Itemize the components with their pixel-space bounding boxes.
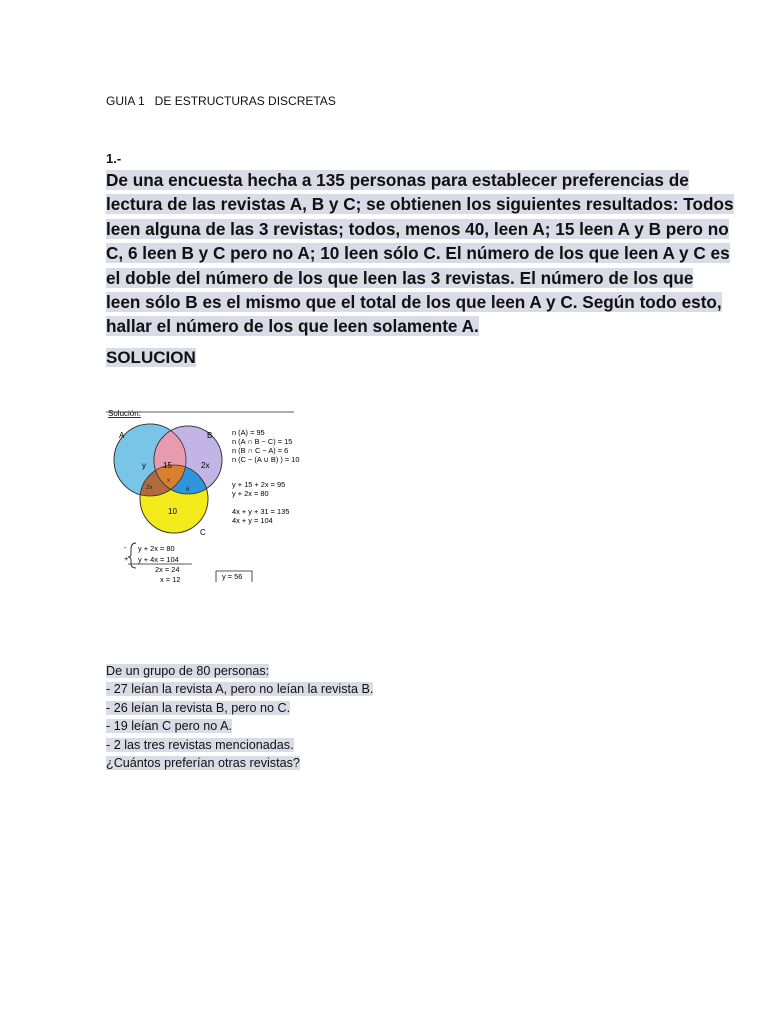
region-label-only-c: 10 bbox=[168, 507, 177, 516]
venn-diagram-figure bbox=[106, 405, 326, 590]
problem-number: 1.- bbox=[106, 151, 122, 166]
region-label-abc: x bbox=[167, 478, 170, 484]
region-label-bc: 6 bbox=[186, 487, 190, 493]
system-row: y + 2x = 80 bbox=[138, 544, 175, 553]
set-label-c: C bbox=[200, 528, 206, 537]
problem-line: leen alguna de las 3 revistas; todos, menos 40, leen A; 15 leen A y B pero no bbox=[106, 218, 729, 239]
problem-statement bbox=[106, 168, 734, 339]
system-row: 2x = 24 bbox=[155, 565, 180, 574]
problem2-line: - 2 las tres revistas mencionadas. bbox=[106, 737, 294, 752]
page-title: GUIA 1 DE ESTRUCTURAS DISCRETAS bbox=[106, 94, 336, 108]
system-minus-sign: - bbox=[124, 543, 127, 552]
problem-line: hallar el número de los que leen solamente A. bbox=[106, 316, 479, 337]
equation-line: n (B ∩ C − A) = 6 bbox=[232, 446, 289, 455]
solution-figure bbox=[106, 405, 326, 590]
region-label-only-b: 2x bbox=[201, 461, 210, 470]
system-plus-sign: + bbox=[124, 554, 129, 563]
problem-line: leen sólo B es el mismo que el total de los que leen A y C. Según todo esto, bbox=[106, 292, 722, 313]
system-row: x = 12 bbox=[160, 575, 181, 584]
equation-line: y + 15 + 2x = 95 bbox=[232, 480, 286, 489]
equation-line: y + 2x = 80 bbox=[232, 489, 269, 498]
answer-text: y = 56 bbox=[222, 572, 243, 581]
region-label-only-a: y bbox=[142, 461, 146, 470]
equation-line: 4x + y + 31 = 135 bbox=[232, 507, 290, 516]
problem-line: lectura de las revistas A, B y C; se obtienen los siguientes resultados: Todos bbox=[106, 194, 734, 215]
problem2-line: De un grupo de 80 personas: bbox=[106, 664, 270, 678]
problem2-line: - 26 leían la revista B, pero no C. bbox=[106, 700, 291, 715]
problem-2 bbox=[106, 662, 373, 772]
set-label-b: B bbox=[207, 431, 213, 440]
system-row: y + 4x = 104 bbox=[138, 555, 179, 564]
equation-line: n (A ∩ B − C) = 15 bbox=[232, 437, 293, 446]
equation-line: n (A) = 95 bbox=[232, 428, 265, 437]
problem-line: De una encuesta hecha a 135 personas para establecer preferencias de bbox=[106, 170, 689, 190]
region-label-ac: 2x bbox=[146, 485, 153, 491]
equation-line: 4x + y = 104 bbox=[232, 516, 273, 525]
problem2-line: - 27 leían la revista A, pero no leían la revista B. bbox=[106, 682, 374, 697]
set-label-a: A bbox=[119, 431, 125, 440]
problem-line: C, 6 leen B y C pero no A; 10 leen sólo C. El número de los que leen A y C es bbox=[106, 243, 730, 264]
region-label-ab: 15 bbox=[163, 461, 172, 470]
solution-heading: SOLUCION bbox=[106, 348, 196, 367]
figure-header: Solución: bbox=[108, 409, 141, 418]
problem2-line: ¿Cuántos preferían otras revistas? bbox=[106, 756, 300, 771]
equation-line: n (C − (A ∪ B) ) = 10 bbox=[232, 455, 300, 464]
problem-line: el doble del número de los que leen las 3 revistas. El número de los que bbox=[106, 267, 694, 288]
problem2-line: - 19 leían C pero no A. bbox=[106, 719, 233, 734]
